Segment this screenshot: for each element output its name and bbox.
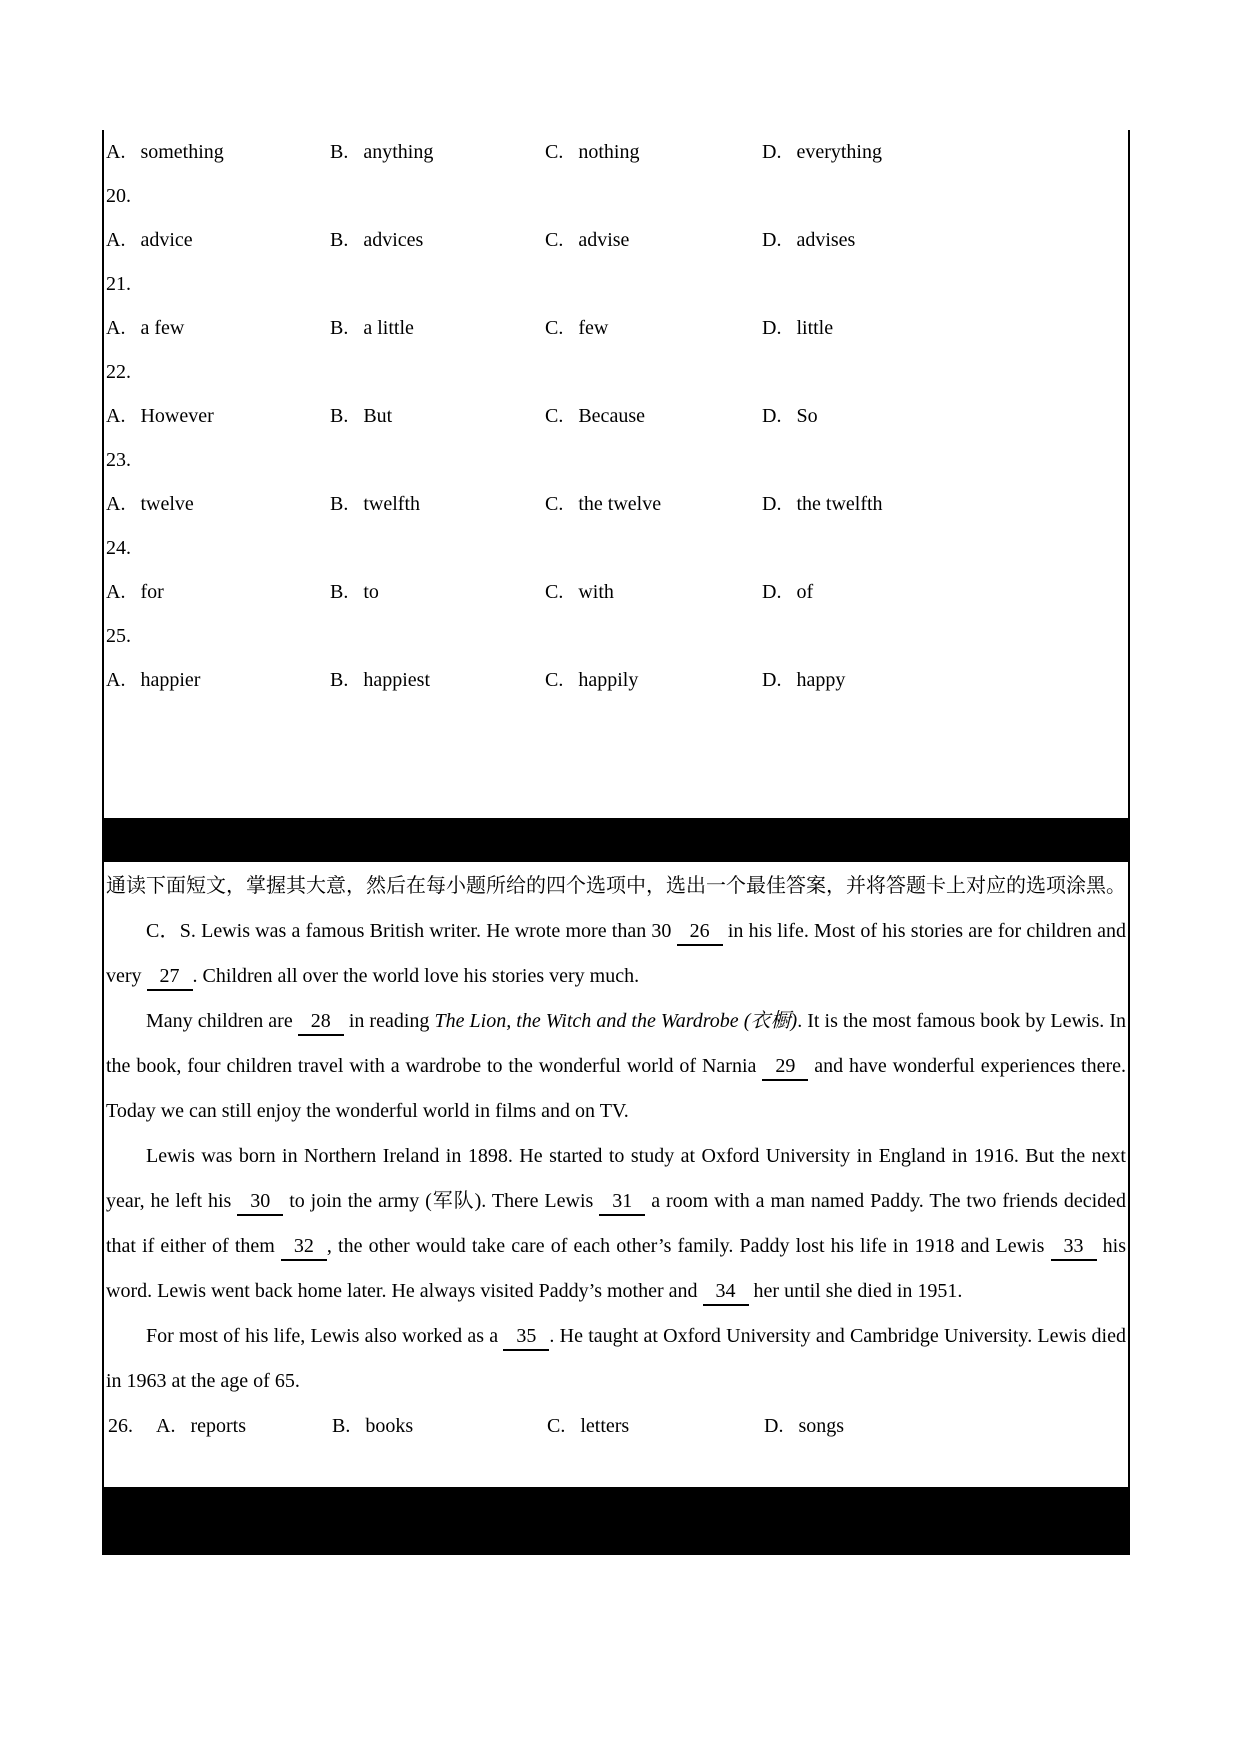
option-20-c: C . advise — [545, 218, 629, 262]
blank-28: 28 — [298, 1008, 344, 1036]
blank-27: 27 — [147, 963, 193, 991]
option-22-a: A . However — [106, 394, 214, 438]
question-number: 25 . — [106, 614, 131, 658]
question-number: 26 . — [108, 1404, 133, 1448]
option-26-c: C . letters — [547, 1404, 629, 1448]
option-24-b: B . to — [330, 570, 379, 614]
passage-text: Lewis was born in Northern Ireland in 1898. He started to study at Oxford University in England in 1916. But the next year, he left his — [106, 1145, 1126, 1212]
section-banner-blackout-top — [104, 818, 1128, 862]
blank-33: 33 — [1051, 1233, 1097, 1261]
option-23-d: D . the twelfth — [762, 482, 883, 526]
blank-26: 26 — [677, 918, 723, 946]
passage-text: For most of his life, Lewis also worked as a — [146, 1325, 504, 1347]
option-row-19 — [104, 130, 1128, 174]
blank-30: 30 — [237, 1188, 283, 1216]
book-title: The Lion, the Witch and the Wardrobe (衣橱) — [434, 1010, 798, 1032]
passage-text: his word. Lewis went back home later. He always visited Paddy’s mother and — [106, 1235, 1126, 1302]
passage-paragraph-3 — [106, 1134, 1126, 1314]
passage-text: to join the army (军队). There Lewis — [283, 1190, 600, 1212]
passage-text: in his life. Most of his stories are for children and very — [106, 920, 1127, 987]
option-19-a: A . something — [106, 130, 224, 174]
cloze-section — [104, 862, 1128, 1448]
blank-32: 32 — [281, 1233, 327, 1261]
option-19-c: C . nothing — [545, 130, 639, 174]
passage-text: Many children are — [146, 1010, 298, 1032]
option-21-b: B . a little — [330, 306, 414, 350]
question-number-row-21 — [104, 262, 1128, 306]
option-23-a: A . twelve — [106, 482, 194, 526]
passage-text: a room with a man named Paddy. The two friends decided that if either of them — [106, 1190, 1127, 1257]
blank-31: 31 — [599, 1188, 645, 1216]
exam-table — [102, 130, 1130, 1555]
option-25-b: B . happiest — [330, 658, 430, 702]
passage-text: in reading — [343, 1010, 435, 1032]
question-number-row-23 — [104, 438, 1128, 482]
question-number-row-20 — [104, 174, 1128, 218]
passage-text: and have wonderful experiences there. Today we can still enjoy the wonderful world in films and on TV. — [106, 1055, 1127, 1122]
question-number-row-24 — [104, 526, 1128, 570]
option-22-d: D . So — [762, 394, 818, 438]
section-instructions: 通读下面短文，掌握其大意，然后在每小题所给的四个选项中，选出一个最佳答案，并将答题卡上对应的选项涂黑。 — [106, 875, 1126, 897]
option-25-a: A . happier — [106, 658, 200, 702]
blank-gap — [104, 702, 1128, 818]
option-20-b: B . advices — [330, 218, 423, 262]
option-25-c: C . happily — [545, 658, 638, 702]
option-row-24 — [104, 570, 1128, 614]
passage-text: . He taught at Oxford University and Cambridge University. Lewis died in 1963 at the age of 65. — [106, 1325, 1126, 1392]
option-24-a: A . for — [106, 570, 164, 614]
option-21-a: A . a few — [106, 306, 184, 350]
blank-gap — [104, 1448, 1128, 1487]
question-number-row-25 — [104, 614, 1128, 658]
option-22-c: C . Because — [545, 394, 645, 438]
question-number: 22 . — [106, 350, 131, 394]
question-number: 21 . — [106, 262, 131, 306]
option-row-22 — [104, 394, 1128, 438]
option-26-d: D . songs — [764, 1404, 844, 1448]
passage-text: . It is the most famous book by Lewis. In the book, four children travel with a wardrobe to the wonderful world of Narnia — [106, 1010, 1127, 1077]
option-row-26 — [106, 1404, 1126, 1448]
passage-paragraph-4 — [106, 1314, 1126, 1404]
passage-text: C．S. Lewis was a famous British writer. He wrote more than 30 — [146, 920, 677, 942]
option-19-b: B . anything — [330, 130, 433, 174]
option-21-c: C . few — [545, 306, 608, 350]
option-24-c: C . with — [545, 570, 614, 614]
option-20-a: A . advice — [106, 218, 193, 262]
passage-text: , the other would take care of each other’s family. Paddy lost his life in 1918 and Lewis — [326, 1235, 1051, 1257]
option-23-b: B . twelfth — [330, 482, 420, 526]
option-26-b: B . books — [332, 1404, 413, 1448]
option-20-d: D . advises — [762, 218, 855, 262]
option-row-20 — [104, 218, 1128, 262]
question-number: 24 . — [106, 526, 131, 570]
option-19-d: D . everything — [762, 130, 882, 174]
section-banner-blackout-bottom — [104, 1487, 1128, 1555]
question-number: 20 . — [106, 174, 131, 218]
blank-34: 34 — [703, 1278, 749, 1306]
passage-paragraph-2 — [106, 999, 1126, 1134]
passage-paragraph-1 — [106, 909, 1126, 999]
option-row-21 — [104, 306, 1128, 350]
option-24-d: D . of — [762, 570, 813, 614]
question-number: 23 . — [106, 438, 131, 482]
option-23-c: C . the twelve — [545, 482, 661, 526]
option-row-25 — [104, 658, 1128, 702]
question-number-row-22 — [104, 350, 1128, 394]
passage-text: her until she died in 1951. — [748, 1280, 963, 1302]
option-21-d: D . little — [762, 306, 833, 350]
option-26-a: A . reports — [156, 1404, 246, 1448]
blank-29: 29 — [762, 1053, 808, 1081]
option-22-b: B . But — [330, 394, 392, 438]
option-25-d: D . happy — [762, 658, 845, 702]
passage-text: . Children all over the world love his stories very much. — [192, 965, 640, 987]
option-row-23 — [104, 482, 1128, 526]
blank-35: 35 — [503, 1323, 549, 1351]
